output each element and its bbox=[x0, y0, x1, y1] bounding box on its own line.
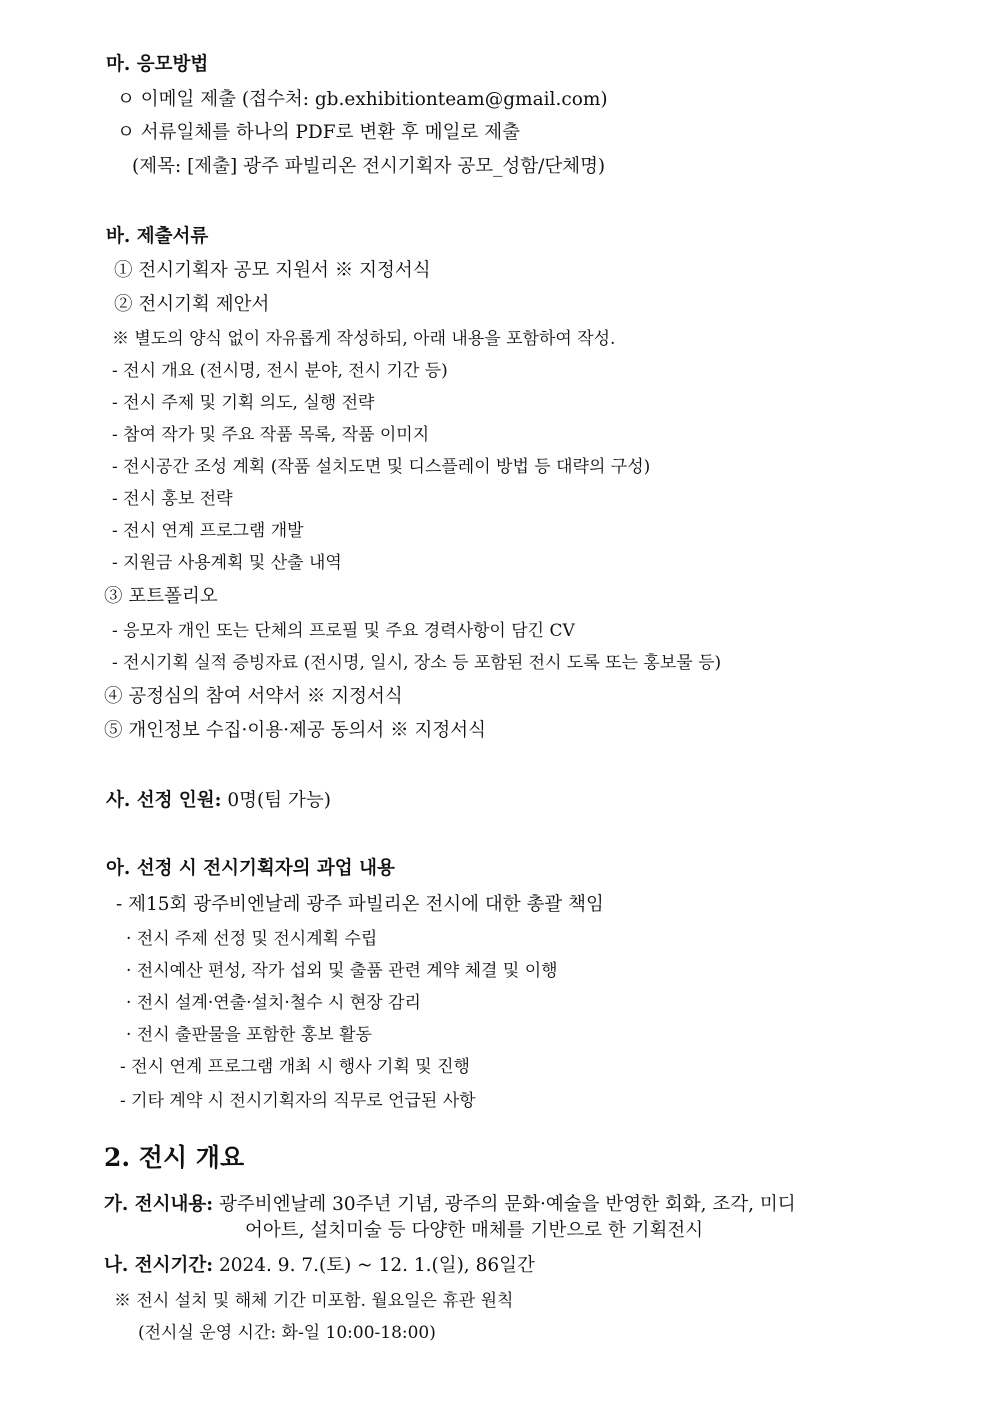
doc-item-3: ③ 포트폴리오 bbox=[104, 586, 218, 607]
doc-item-4: ④ 공정심의 참여 서약서 ※ 지정서식 bbox=[104, 686, 403, 707]
duties-sub-item: · 전시 설계·연출·설치·철수 시 현장 감리 bbox=[126, 993, 421, 1013]
doc3-list-item: - 전시기획 실적 증빙자료 (전시명, 일시, 장소 등 포함된 전시 도록 또는 홍보물 등) bbox=[112, 653, 722, 673]
doc2-list-item: - 참여 작가 및 주요 작품 목록, 작품 이미지 bbox=[112, 425, 430, 445]
documents-heading: 바. 제출서류 bbox=[106, 226, 209, 247]
doc2-list-item: - 전시 개요 (전시명, 전시 분야, 전시 기간 등) bbox=[112, 361, 448, 381]
selection-label: 사. 선정 인원: bbox=[106, 790, 222, 811]
doc2-list-item: - 전시 연계 프로그램 개발 bbox=[112, 521, 304, 541]
subject-line: (제목: [제출] 광주 파빌리온 전시기획자 공모_성함/단체명) bbox=[132, 156, 606, 177]
doc-item-2: ② 전시기획 제안서 bbox=[114, 294, 270, 315]
application-heading: 마. 응모방법 bbox=[106, 54, 209, 75]
doc-item-2-note: ※ 별도의 양식 없이 자유롭게 작성하되, 아래 내용을 포함하여 작성. bbox=[112, 329, 616, 349]
doc3-list-item: - 응모자 개인 또는 단체의 프로필 및 주요 경력사항이 담긴 CV bbox=[112, 621, 575, 641]
doc2-list-item: - 전시공간 조성 계획 (작품 설치도면 및 디스플레이 방법 등 대략의 구성) bbox=[112, 457, 651, 477]
selection-line bbox=[106, 788, 331, 814]
overview-hours: (전시실 운영 시간: 화-일 10:00-18:00) bbox=[138, 1323, 436, 1343]
duties-sub-item: · 전시 주제 선정 및 전시계획 수립 bbox=[126, 929, 378, 949]
doc-item-5: ⑤ 개인정보 수집·이용·제공 동의서 ※ 지정서식 bbox=[104, 720, 486, 741]
duties-sub-item: · 전시 출판물을 포함한 홍보 활동 bbox=[126, 1025, 372, 1045]
overview-content-line bbox=[104, 1192, 796, 1218]
overview-content-line-2: 어아트, 설치미술 등 다양한 매체를 기반으로 한 기획전시 bbox=[245, 1220, 704, 1241]
doc2-list-item: - 전시 주제 및 기획 의도, 실행 전략 bbox=[112, 393, 375, 413]
overview-period-value: 2024. 9. 7.(토) ~ 12. 1.(일), 86일간 bbox=[213, 1255, 535, 1276]
duties-sub-item: · 전시예산 편성, 작가 섭외 및 출품 관련 계약 체결 및 이행 bbox=[126, 961, 558, 981]
overview-heading: 2. 전시 개요 bbox=[104, 1143, 245, 1172]
overview-content-text: 광주비엔날레 30주년 기념, 광주의 문화·예술을 반영한 회화, 조각, 미디 bbox=[213, 1194, 796, 1215]
selection-value: 0명(팀 가능) bbox=[221, 790, 331, 811]
email-line: ㅇ 이메일 제출 (접수처: gb.exhibitionteam@gmail.com) bbox=[117, 89, 608, 110]
duties-item-3: - 기타 계약 시 전시기획자의 직무로 언급된 사항 bbox=[120, 1091, 476, 1111]
overview-period-label: 나. 전시기간: bbox=[104, 1255, 214, 1276]
doc2-list-item: - 전시 홍보 전략 bbox=[112, 489, 233, 509]
duties-item-2: - 전시 연계 프로그램 개최 시 행사 기획 및 진행 bbox=[120, 1057, 470, 1077]
overview-period-line bbox=[104, 1253, 535, 1279]
overview-content-label: 가. 전시내용: bbox=[104, 1194, 214, 1215]
pdf-line: ㅇ 서류일체를 하나의 PDF로 변환 후 메일로 제출 bbox=[117, 122, 520, 143]
doc2-list-item: - 지원금 사용계획 및 산출 내역 bbox=[112, 553, 342, 573]
duties-main: - 제15회 광주비엔날레 광주 파빌리온 전시에 대한 총괄 책임 bbox=[116, 894, 604, 915]
overview-period-note: ※ 전시 설치 및 해체 기간 미포함. 월요일은 휴관 원칙 bbox=[114, 1291, 514, 1311]
duties-heading: 아. 선정 시 전시기획자의 과업 내용 bbox=[106, 858, 395, 879]
doc-item-1: ① 전시기획자 공모 지원서 ※ 지정서식 bbox=[114, 260, 431, 281]
